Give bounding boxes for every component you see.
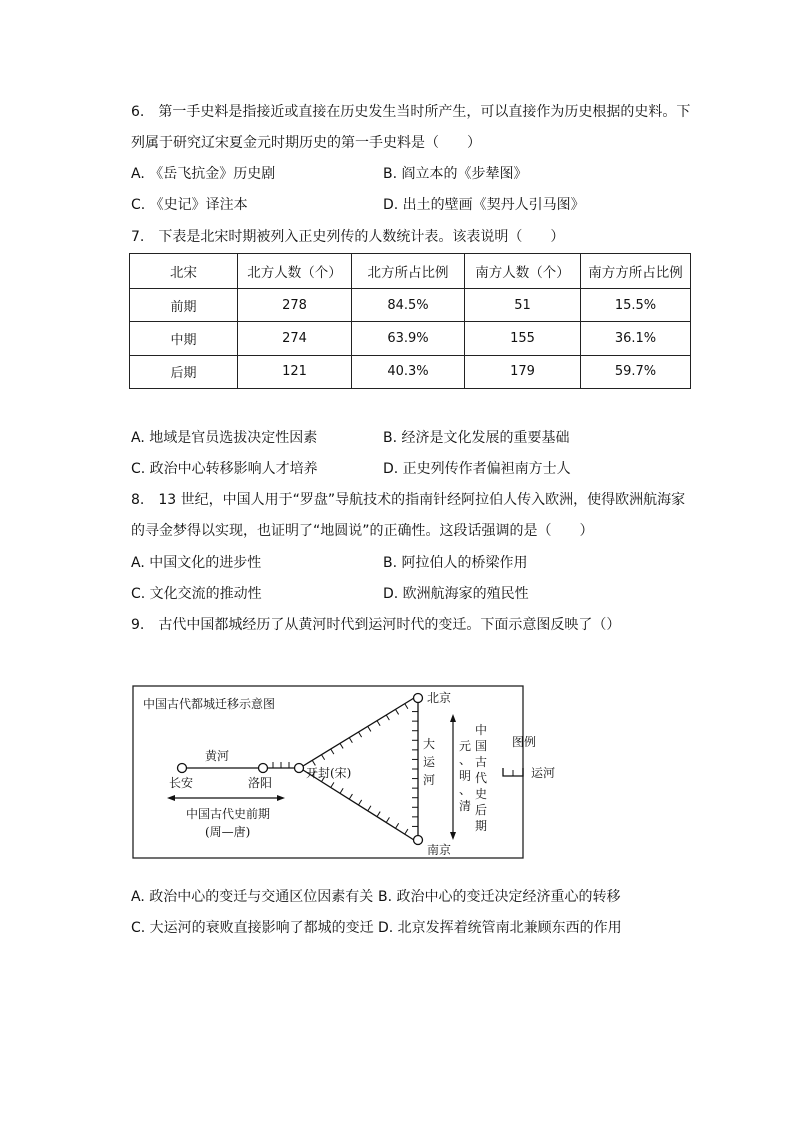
canal-tick bbox=[340, 788, 343, 793]
q6-option-a: A. 《岳飞抗金》历史剧 bbox=[131, 166, 276, 182]
q6-option-c: C. 《史记》译注本 bbox=[131, 197, 248, 213]
kaifeng-node bbox=[295, 764, 304, 773]
table-header-cell: 南方人数（个） bbox=[465, 254, 581, 289]
table-cell: 40.3% bbox=[352, 355, 465, 388]
nanjing-node bbox=[414, 836, 423, 845]
q9-option-d: D. 北京发挥着统管南北兼顾东西的作用 bbox=[378, 920, 622, 936]
canal-tick bbox=[349, 738, 352, 743]
q6-stem-line1: 6. 第一手史料是指接近或直接在历史发生当时所产生，可以直接作为历史根据的史料。下 bbox=[131, 104, 691, 120]
early-period-range: (周—唐) bbox=[205, 825, 251, 839]
table-row bbox=[130, 289, 691, 322]
dynasty-char: 、 bbox=[459, 753, 472, 767]
canal-tick bbox=[396, 709, 399, 714]
late-period-char: 国 bbox=[475, 739, 488, 753]
late-period-char: 期 bbox=[475, 819, 488, 833]
beijing-label: 北京 bbox=[427, 691, 452, 705]
late-period-label bbox=[475, 722, 487, 833]
q8-stem-line1: 8. 13 世纪，中国人用于“罗盘”导航技术的指南针经阿拉伯人传入欧洲，使得欧洲航海家 bbox=[131, 492, 686, 508]
q8-option-a: A. 中国文化的进步性 bbox=[131, 555, 262, 571]
canal-tick bbox=[405, 704, 408, 709]
q6-option-d: D. 出土的壁画《契丹人引马图》 bbox=[383, 197, 585, 213]
table-cell: 36.1% bbox=[581, 322, 691, 355]
table-header-cell: 北方人数（个） bbox=[238, 254, 352, 289]
legend-label: 运河 bbox=[531, 766, 556, 780]
arrow-head-icon bbox=[450, 832, 456, 840]
late-period-char: 史 bbox=[475, 787, 488, 801]
table-row bbox=[130, 322, 691, 355]
yellow-river-label: 黄河 bbox=[205, 749, 230, 763]
q8-stem-line2: 的寻金梦得以实现，也证明了“地圆说”的正确性。这段话强调的是（ ） bbox=[131, 523, 594, 539]
kaifeng-label: 开封(宋) bbox=[306, 766, 352, 780]
arrow-head-icon bbox=[450, 714, 456, 722]
map-title: 中国古代都城迁移示意图 bbox=[143, 697, 276, 711]
q7-stats-table bbox=[129, 253, 691, 389]
dynasty-char: 清 bbox=[459, 799, 472, 813]
canal-tick bbox=[396, 823, 399, 828]
table-row bbox=[130, 355, 691, 388]
canal-tick bbox=[386, 715, 389, 720]
canal-tick bbox=[340, 743, 343, 748]
dynasty-char: 明 bbox=[459, 769, 472, 783]
canal-tick bbox=[386, 817, 389, 822]
arrow-head-icon bbox=[277, 795, 285, 801]
canal-tick bbox=[312, 760, 315, 765]
beijing-node bbox=[414, 694, 423, 703]
nanjing-label: 南京 bbox=[427, 843, 452, 857]
table-cell: 后期 bbox=[130, 355, 238, 388]
canal-tick bbox=[359, 732, 362, 737]
canal-label-char: 运 bbox=[423, 755, 436, 769]
canal-tick bbox=[377, 812, 380, 817]
canal-tick bbox=[331, 782, 334, 787]
q6-stem-line2: 列属于研究辽宋夏金元时期历史的第一手史料是（ ） bbox=[131, 135, 481, 151]
early-period-label: 中国古代史前期 bbox=[186, 807, 271, 821]
table-cell: 179 bbox=[465, 355, 581, 388]
canal-tick bbox=[405, 829, 408, 834]
dynasty-char: 、 bbox=[459, 783, 472, 797]
table-cell: 84.5% bbox=[352, 289, 465, 322]
table-cell: 中期 bbox=[130, 322, 238, 355]
canal-label-char: 河 bbox=[423, 773, 436, 787]
q7-stem: 7. 下表是北宋时期被列入正史列传的人数统计表。该表说明（ ） bbox=[131, 229, 565, 245]
changan-node bbox=[178, 764, 187, 773]
table-header-cell: 北方所占比例 bbox=[352, 254, 465, 289]
q8-option-d: D. 欧洲航海家的殖民性 bbox=[383, 586, 529, 602]
legend-title: 图例 bbox=[512, 735, 537, 749]
q6-option-b: B. 阎立本的《步辇图》 bbox=[383, 166, 528, 182]
table-cell: 155 bbox=[465, 322, 581, 355]
late-period-dynasties bbox=[459, 739, 471, 813]
q8-option-b: B. 阿拉伯人的桥梁作用 bbox=[383, 555, 528, 571]
canal-tick bbox=[349, 794, 352, 799]
canal-tick bbox=[322, 755, 325, 760]
arrow-head-icon bbox=[167, 795, 175, 801]
table-cell: 59.7% bbox=[581, 355, 691, 388]
table-cell: 121 bbox=[238, 355, 352, 388]
q9-option-b: B. 政治中心的变迁决定经济重心的转移 bbox=[378, 889, 621, 905]
changan-label: 长安 bbox=[169, 776, 194, 790]
canal-tick bbox=[377, 721, 380, 726]
luoyang-label: 洛阳 bbox=[248, 776, 273, 790]
table-header-cell: 北宋 bbox=[130, 254, 238, 289]
table-cell: 前期 bbox=[130, 289, 238, 322]
table-cell: 51 bbox=[465, 289, 581, 322]
canal-tick bbox=[331, 749, 334, 754]
table-header-cell: 南方方所占比例 bbox=[581, 254, 691, 289]
capital-migration-map bbox=[131, 680, 563, 862]
table-cell: 15.5% bbox=[581, 289, 691, 322]
table-header-row bbox=[130, 254, 691, 289]
q8-option-c: C. 文化交流的推动性 bbox=[131, 586, 262, 602]
late-period-char: 代 bbox=[475, 771, 488, 785]
late-period-char: 中 bbox=[475, 723, 488, 737]
canal-tick bbox=[359, 800, 362, 805]
q7-option-c: C. 政治中心转移影响人才培养 bbox=[131, 461, 318, 477]
dynasty-char: 元 bbox=[459, 739, 472, 753]
q7-option-d: D. 正史列传作者偏袒南方士人 bbox=[383, 461, 571, 477]
luoyang-node bbox=[259, 764, 268, 773]
q9-option-c: C. 大运河的衰败直接影响了都城的变迁 bbox=[131, 920, 374, 936]
q9-stem: 9. 古代中国都城经历了从黄河时代到运河时代的变迁。下面示意图反映了（） bbox=[131, 617, 621, 633]
q7-option-a: A. 地域是官员选拔决定性因素 bbox=[131, 430, 318, 446]
late-period-char: 古 bbox=[475, 755, 488, 769]
q9-option-a: A. 政治中心的变迁与交通区位因素有关 bbox=[131, 889, 374, 905]
table-cell: 63.9% bbox=[352, 322, 465, 355]
late-period-char: 后 bbox=[475, 803, 488, 817]
table-cell: 278 bbox=[238, 289, 352, 322]
q7-option-b: B. 经济是文化发展的重要基础 bbox=[383, 430, 570, 446]
canal-label-char: 大 bbox=[423, 737, 436, 751]
canal-tick bbox=[368, 806, 371, 811]
canal-tick bbox=[368, 726, 371, 731]
table-cell: 274 bbox=[238, 322, 352, 355]
